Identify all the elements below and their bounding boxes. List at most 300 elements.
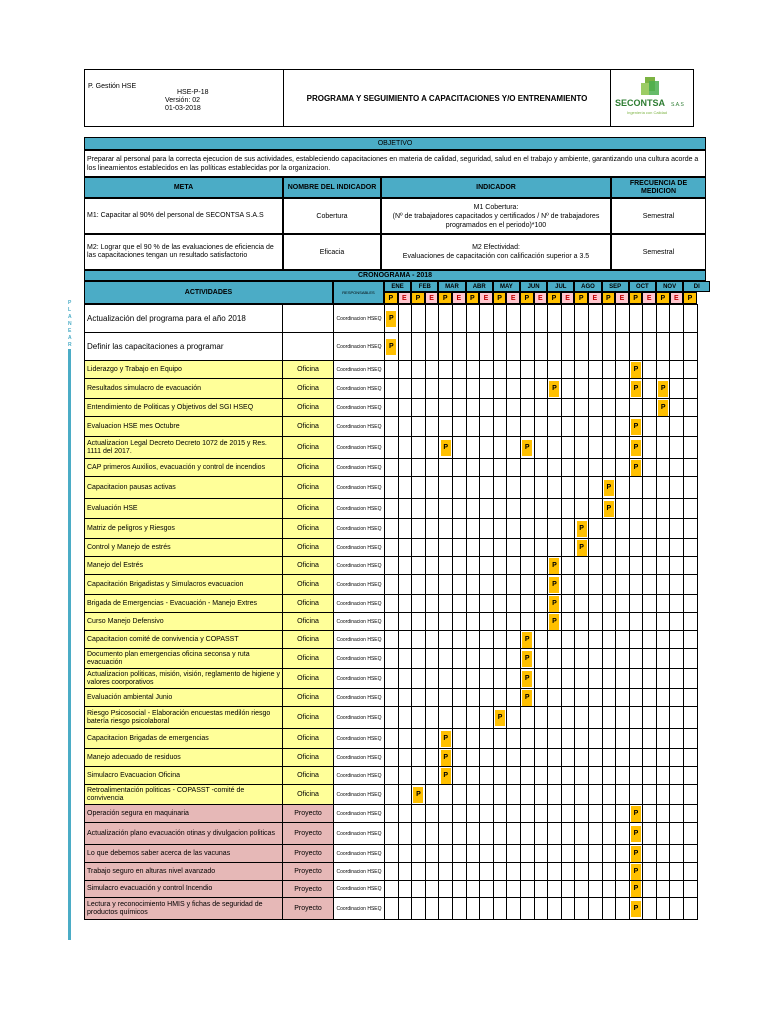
schedule-cell [588,631,602,649]
schedule-cell [656,823,670,845]
schedule-cell [425,305,439,333]
schedule-cell [575,557,589,575]
schedule-cell [548,749,562,767]
schedule-cell [493,379,507,399]
schedule-cell [520,863,534,881]
schedule-cell [493,707,507,729]
schedule-cell [575,749,589,767]
schedule-cell [439,379,453,399]
schedule-cell [507,499,521,519]
schedule-cell [520,519,534,539]
schedule-cell [412,539,426,557]
schedule-cell [412,361,426,379]
schedule-cell [575,437,589,459]
schedule-cell [398,749,412,767]
schedule-cell [507,649,521,669]
planned-mark: P [522,632,532,648]
schedule-cell [534,459,548,477]
schedule-cell [575,539,589,557]
schedule-cell [670,805,684,823]
schedule-cell [480,417,494,437]
schedule-cell [507,707,521,729]
schedule-cell [452,749,466,767]
schedule-cell [439,898,453,920]
schedule-cell [425,707,439,729]
schedule-cell [643,767,657,785]
schedule-cell [398,477,412,499]
schedule-cell [425,379,439,399]
schedule-cell [480,575,494,595]
schedule-cell [439,557,453,575]
responsible-cell: Coordinacion HSEQ [334,613,385,631]
schedule-cell [656,898,670,920]
schedule-cell [439,669,453,689]
month-di: DI [683,281,710,292]
schedule-cell [507,417,521,437]
schedule-cell [385,669,399,689]
schedule-cell [412,785,426,805]
schedule-cell [452,881,466,898]
indicator-name-2: Eficacia [283,234,381,270]
month-jun: JUN [520,281,547,292]
schedule-cell [425,689,439,707]
meta-1: M1: Capacitar al 90% del personal de SECONTSA S.A.S [84,198,283,234]
schedule-cell [575,613,589,631]
schedule-cell [684,785,698,805]
schedule-cell [548,649,562,669]
schedule-table [84,304,698,920]
schedule-cell [425,417,439,437]
schedule-cell [425,881,439,898]
planned-mark: P [658,400,668,416]
schedule-cell [629,767,643,785]
schedule-cell [452,539,466,557]
responsible-cell: Coordinacion HSEQ [334,805,385,823]
schedule-cell [398,785,412,805]
type-cell: Oficina [283,707,334,729]
schedule-cell [412,437,426,459]
planned-column-header: P [602,292,616,304]
schedule-cell [385,707,399,729]
table-row [85,613,698,631]
schedule-cell [452,823,466,845]
schedule-cell [616,707,630,729]
schedule-cell [493,729,507,749]
schedule-cell [480,729,494,749]
schedule-cell [616,767,630,785]
planned-mark: P [413,787,423,803]
schedule-cell [602,785,616,805]
responsible-header: RESPONSABLES [333,281,384,304]
schedule-cell [439,845,453,863]
schedule-cell [507,805,521,823]
schedule-cell [520,333,534,361]
schedule-cell [493,898,507,920]
schedule-cell [534,823,548,845]
planned-mark: P [631,419,641,435]
table-row [85,631,698,649]
schedule-cell [412,729,426,749]
schedule-cell [588,361,602,379]
schedule-cell [561,333,575,361]
schedule-cell [643,477,657,499]
schedule-cell [616,649,630,669]
activity-cell: Evaluación HSE [85,499,283,519]
schedule-cell [616,881,630,898]
responsible-cell: Coordinacion HSEQ [334,305,385,333]
schedule-cell [684,689,698,707]
schedule-cell [629,613,643,631]
schedule-cell [684,459,698,477]
planned-mark: P [577,521,587,537]
schedule-cell [520,729,534,749]
schedule-cell [534,595,548,613]
activity-cell: Entendimiento de Politicas y Objetivos del SGI HSEQ [85,399,283,417]
activity-cell: Documento plan emergencias oficina seconsa y ruta evacuación [85,649,283,669]
schedule-cell [398,845,412,863]
schedule-cell [466,863,480,881]
schedule-cell [616,459,630,477]
logo-tagline: Ingeniería con Calidad [627,110,668,115]
schedule-cell [520,749,534,767]
schedule-cell [643,898,657,920]
schedule-cell [425,613,439,631]
schedule-cell [670,881,684,898]
schedule-cell [561,669,575,689]
schedule-cell [656,767,670,785]
schedule-cell [452,417,466,437]
schedule-cell [466,333,480,361]
schedule-cell [412,613,426,631]
schedule-cell [575,649,589,669]
schedule-cell [412,845,426,863]
schedule-cell [534,437,548,459]
planned-column-header: P [574,292,588,304]
schedule-cell [616,437,630,459]
executed-column-header: E [398,292,412,304]
month-oct: OCT [629,281,656,292]
schedule-cell [385,333,399,361]
schedule-cell [616,575,630,595]
schedule-cell [670,823,684,845]
schedule-cell [480,749,494,767]
schedule-cell [398,499,412,519]
schedule-cell [412,805,426,823]
schedule-cell [385,595,399,613]
responsible-cell: Coordinacion HSEQ [334,749,385,767]
responsible-cell: Coordinacion HSEQ [334,785,385,805]
schedule-cell [684,863,698,881]
schedule-cell [602,519,616,539]
schedule-cell [602,823,616,845]
schedule-cell [629,631,643,649]
schedule-cell [507,898,521,920]
schedule-cell [534,557,548,575]
schedule-cell [629,499,643,519]
planned-mark: P [441,731,451,747]
schedule-cell [561,379,575,399]
schedule-cell [493,575,507,595]
schedule-cell [561,613,575,631]
schedule-cell [425,729,439,749]
schedule-cell [439,863,453,881]
schedule-cell [548,459,562,477]
schedule-cell [670,557,684,575]
schedule-cell [412,749,426,767]
schedule-cell [656,707,670,729]
schedule-cell [670,459,684,477]
schedule-cell [385,749,399,767]
executed-column-header: E [642,292,656,304]
schedule-cell [643,805,657,823]
schedule-cell [575,333,589,361]
planned-column-header: P [656,292,670,304]
schedule-cell [480,649,494,669]
schedule-cell [561,863,575,881]
schedule-cell [548,805,562,823]
schedule-cell [548,539,562,557]
schedule-cell [548,575,562,595]
schedule-cell [439,499,453,519]
planned-mark: P [441,440,451,456]
schedule-cell [520,459,534,477]
schedule-cell [439,729,453,749]
table-row [85,898,698,920]
planned-mark: P [386,311,396,327]
schedule-cell [575,399,589,417]
schedule-cell [616,305,630,333]
schedule-cell [548,898,562,920]
schedule-cell [616,823,630,845]
schedule-cell [656,631,670,649]
schedule-cell [602,595,616,613]
schedule-cell [575,729,589,749]
schedule-cell [398,379,412,399]
table-row [85,333,698,361]
schedule-cell [616,749,630,767]
responsible-cell: Coordinacion HSEQ [334,649,385,669]
schedule-cell [588,823,602,845]
activity-cell: Retroalimentación politicas - COPASST -comité de convivencia [85,785,283,805]
schedule-cell [520,881,534,898]
schedule-cell [616,863,630,881]
company-logo [611,70,695,126]
schedule-cell [561,845,575,863]
schedule-cell [534,863,548,881]
schedule-cell [575,305,589,333]
schedule-cell [561,459,575,477]
activity-cell: Resultados simulacro de evacuación [85,379,283,399]
schedule-cell [466,805,480,823]
schedule-cell [684,575,698,595]
schedule-cell [385,477,399,499]
type-cell [283,333,334,361]
schedule-cell [684,823,698,845]
responsible-cell: Coordinacion HSEQ [334,459,385,477]
schedule-cell [629,305,643,333]
planned-mark: P [549,558,559,574]
schedule-cell [452,805,466,823]
schedule-cell [425,539,439,557]
month-jul: JUL [547,281,574,292]
schedule-cell [616,669,630,689]
schedule-cell [684,477,698,499]
schedule-cell [520,595,534,613]
executed-column-header: E [615,292,629,304]
schedule-cell [561,477,575,499]
schedule-cell [684,519,698,539]
schedule-cell [452,631,466,649]
indicator-1-formula: (Nº de trabajadores capacitados y certificados / Nº de trabajadores programados en el periodo)*100 [392,212,600,229]
schedule-cell [616,519,630,539]
schedule-cell [548,557,562,575]
schedule-cell [602,898,616,920]
schedule-cell [684,595,698,613]
schedule-cell [466,881,480,898]
schedule-cell [629,333,643,361]
schedule-cell [480,437,494,459]
schedule-cell [588,805,602,823]
planned-column-header: P [466,292,480,304]
schedule-cell [684,707,698,729]
schedule-cell [643,729,657,749]
responsible-cell: Coordinacion HSEQ [334,539,385,557]
responsible-cell: Coordinacion HSEQ [334,417,385,437]
schedule-cell [493,477,507,499]
indicator-name-1: Cobertura [283,198,381,234]
activity-cell: Control y Manejo de estrés [85,539,283,557]
schedule-cell [507,881,521,898]
schedule-cell [643,379,657,399]
schedule-cell [452,437,466,459]
responsible-cell: Coordinacion HSEQ [334,557,385,575]
schedule-cell [507,519,521,539]
schedule-cell [452,863,466,881]
schedule-cell [534,898,548,920]
schedule-cell [480,689,494,707]
schedule-cell [493,399,507,417]
schedule-cell [602,417,616,437]
schedule-cell [575,379,589,399]
schedule-cell [575,863,589,881]
schedule-cell [466,437,480,459]
schedule-cell [480,863,494,881]
schedule-cell [684,499,698,519]
schedule-cell [452,613,466,631]
schedule-cell [534,631,548,649]
schedule-cell [629,417,643,437]
schedule-cell [385,613,399,631]
schedule-cell [425,749,439,767]
schedule-cell [398,305,412,333]
schedule-cell [561,785,575,805]
header-info [85,70,284,126]
schedule-cell [385,898,399,920]
indicator-2-formula: Evaluaciones de capacitación con calificación superior a 3.5 [402,253,590,260]
schedule-cell [684,649,698,669]
schedule-cell [575,707,589,729]
schedule-cell [670,379,684,399]
schedule-cell [412,595,426,613]
schedule-cell [616,557,630,575]
schedule-cell [480,669,494,689]
schedule-cell [425,361,439,379]
schedule-cell [439,823,453,845]
schedule-cell [575,499,589,519]
schedule-cell [439,767,453,785]
schedule-cell [412,519,426,539]
schedule-cell [602,399,616,417]
schedule-cell [602,499,616,519]
schedule-cell [480,477,494,499]
schedule-cell [439,785,453,805]
planned-mark: P [522,440,532,456]
schedule-cell [684,437,698,459]
activity-cell: Brigada de Emergencias - Evacuación - Manejo Extres [85,595,283,613]
schedule-cell [602,361,616,379]
planned-column-header: P [520,292,534,304]
schedule-cell [425,575,439,595]
month-ene: ENE [384,281,411,292]
schedule-cell [561,437,575,459]
schedule-cell [439,649,453,669]
schedule-cell [534,707,548,729]
schedule-cell [466,613,480,631]
executed-column-header: E [670,292,684,304]
schedule-cell [561,823,575,845]
schedule-cell [588,729,602,749]
activity-cell: Simulacro evacuación y control Incendio [85,881,283,898]
activity-cell: Liderazgo y Trabajo en Equipo [85,361,283,379]
planned-mark: P [631,362,641,378]
schedule-cell [616,613,630,631]
schedule-cell [602,437,616,459]
document-date: 01-03-2018 [165,105,201,112]
schedule-cell [643,305,657,333]
process-name: P. Gestión HSE [88,83,137,90]
schedule-cell [412,557,426,575]
type-cell: Oficina [283,631,334,649]
planned-column-header: P [493,292,507,304]
schedule-cell [425,767,439,785]
schedule-cell [575,361,589,379]
schedule-cell [412,881,426,898]
schedule-cell [588,898,602,920]
schedule-cell [643,499,657,519]
table-row [85,539,698,557]
schedule-cell [643,785,657,805]
type-cell: Proyecto [283,881,334,898]
activity-cell: Lo que debemos saber acerca de las vacunas [85,845,283,863]
schedule-cell [616,631,630,649]
schedule-cell [602,749,616,767]
schedule-cell [493,305,507,333]
activity-cell: Trabajo seguro en alturas nivel avanzado [85,863,283,881]
schedule-cell [398,881,412,898]
schedule-cell [684,333,698,361]
planned-mark: P [631,846,641,862]
schedule-cell [439,881,453,898]
schedule-cell [439,437,453,459]
schedule-cell [548,333,562,361]
schedule-cell [425,669,439,689]
schedule-cell [588,519,602,539]
activity-cell: Evaluación ambiental Junio [85,689,283,707]
schedule-cell [398,649,412,669]
activity-cell: Definir las capacitaciones a programar [85,333,283,361]
schedule-cell [439,459,453,477]
schedule-cell [480,459,494,477]
